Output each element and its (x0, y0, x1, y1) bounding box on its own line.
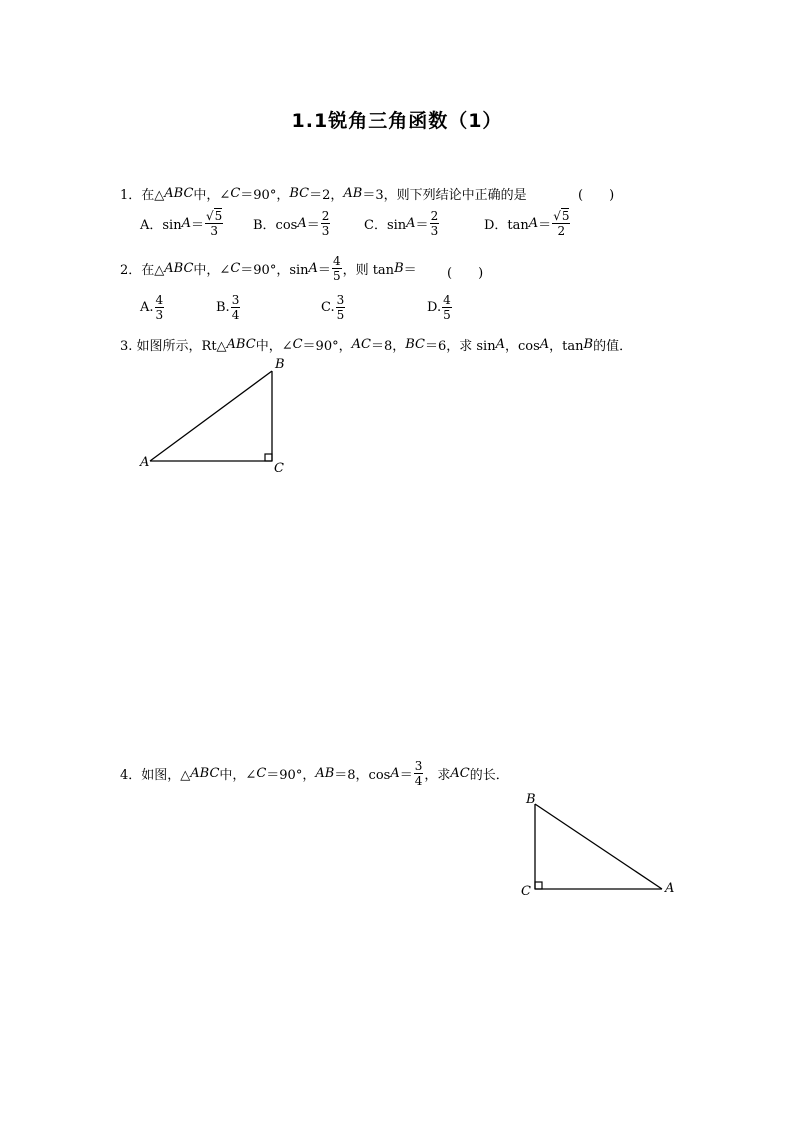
q2-option-a (140, 293, 165, 322)
vertex-label-a: A (140, 455, 150, 470)
q3-var: C (292, 337, 303, 352)
option-label: C．sin (364, 218, 407, 233)
q4-text: ＝ (399, 768, 413, 783)
sqrt-symbol: √5 (553, 209, 570, 223)
vertex-label-a: A (665, 881, 675, 896)
q2-option-d (427, 293, 453, 322)
q3-var: B (583, 337, 594, 352)
q2-answer-paren: ( ) (447, 266, 484, 281)
vertex-label-c: C (274, 461, 284, 476)
option-var: A (297, 216, 307, 231)
q4-text: ＝90°， (266, 768, 316, 783)
q3-var: BC (405, 337, 425, 352)
q4-var: AB (315, 766, 335, 781)
fraction: $\frac{3}{4}$ (231, 293, 240, 322)
sqrt-symbol: √5 (206, 209, 223, 223)
q3-var: A (495, 337, 505, 352)
q3-text: ，cos (504, 339, 540, 354)
q2-number: 2． (120, 263, 142, 278)
q4-var: A (390, 766, 400, 781)
q1-text: ＝2， (309, 188, 344, 203)
right-angle-mark (535, 882, 542, 889)
q4-var: C (256, 766, 267, 781)
q3-triangle-figure (135, 350, 305, 480)
fraction: $\frac{3}{5}$ (336, 293, 345, 322)
fraction: $\frac{4}{5}$ (443, 293, 451, 322)
side-ab (535, 804, 662, 889)
fraction: $\frac{4}{3}$ (155, 293, 164, 322)
q4-text: 如图，△ (141, 768, 191, 783)
fraction: $\frac{2}{3}$ (430, 209, 439, 238)
q3-text: ，tan (549, 339, 584, 354)
question-1-stem (120, 184, 527, 203)
option-var: A (528, 216, 539, 231)
q4-text: ，求 (424, 768, 451, 783)
q1-var: C (230, 186, 241, 201)
option-eq: ＝ (306, 218, 320, 233)
vertex-label-b: B (275, 357, 285, 372)
vertex-label-b: B (526, 792, 536, 807)
q1-option-b (253, 209, 331, 238)
option-eq: ＝ (415, 218, 429, 233)
option-label: C. (321, 300, 335, 315)
q1-var: BC (289, 186, 310, 201)
fraction: $\frac{√5}{3}$ (206, 209, 223, 238)
q3-text: 的值． (593, 339, 633, 354)
q2-text: ＝ (317, 263, 331, 278)
q1-answer-paren: ( ) (578, 188, 615, 203)
option-eq: ＝ (190, 218, 204, 233)
q2-option-b (216, 293, 241, 322)
question-2-stem (120, 254, 417, 283)
q1-var: AB (343, 186, 363, 201)
q4-var: ABC (190, 766, 220, 781)
q2-text: ＝90°，sin (240, 263, 309, 278)
option-eq: ＝ (538, 218, 552, 233)
question-4-stem (120, 759, 509, 788)
q3-text: 中，∠ (255, 339, 293, 354)
q2-text: 中，∠ (193, 263, 231, 278)
q2-text: ，则 tan (342, 263, 395, 278)
q4-text: 中，∠ (219, 768, 257, 783)
q1-text: ＝90°， (240, 188, 290, 203)
q3-var: AC (351, 337, 371, 352)
fraction: $\frac{4}{5}$ (332, 254, 341, 283)
q2-text: 在△ (141, 263, 165, 278)
option-label: A．sin (140, 218, 182, 233)
q1-text: ＝3，则下列结论中正确的是 (362, 188, 527, 203)
q4-var: AC (450, 766, 470, 781)
vertex-label-c: C (521, 884, 531, 899)
fraction: $\frac{3}{4}$ (414, 759, 423, 788)
q1-text: 在△ (141, 188, 165, 203)
option-label: B. (216, 300, 230, 315)
fraction: $\frac{2}{3}$ (321, 209, 330, 238)
q2-var: C (230, 261, 241, 276)
q2-var: B (394, 261, 404, 276)
side-ab (150, 371, 272, 461)
option-label: A. (140, 300, 154, 315)
q2-option-c (321, 293, 346, 322)
q4-triangle-figure (510, 785, 690, 905)
option-label: D. (427, 300, 442, 315)
option-label: B．cos (253, 218, 298, 233)
q4-text: ＝8，cos (334, 768, 391, 783)
q1-text: 中，∠ (193, 188, 231, 203)
fraction: $\frac{√5}{2}$ (553, 209, 570, 238)
q3-var: ABC (226, 337, 256, 352)
q4-number: 4． (120, 768, 142, 783)
q1-option-a (140, 209, 224, 238)
q3-var: A (539, 337, 550, 352)
q2-text: ＝ (403, 263, 417, 278)
right-angle-mark (265, 454, 272, 461)
q3-text: ＝90°， (302, 339, 352, 354)
q1-option-c (364, 209, 440, 238)
q1-option-d (484, 209, 571, 238)
q3-text: ＝6，求 sin (424, 339, 496, 354)
option-var: A (406, 216, 416, 231)
q3-text: 3. 如图所示，Rt△ (120, 339, 227, 354)
option-var: A (181, 216, 191, 231)
q3-text: ＝8， (370, 339, 406, 354)
q4-text: 的长． (469, 768, 509, 783)
q2-var: A (308, 261, 318, 276)
q1-var: ABC (164, 186, 194, 201)
page-title: 1.1锐角三角函数（1） (291, 110, 503, 132)
q1-number: 1． (120, 188, 142, 203)
option-label: D．tan (484, 218, 529, 233)
q2-var: ABC (164, 261, 194, 276)
